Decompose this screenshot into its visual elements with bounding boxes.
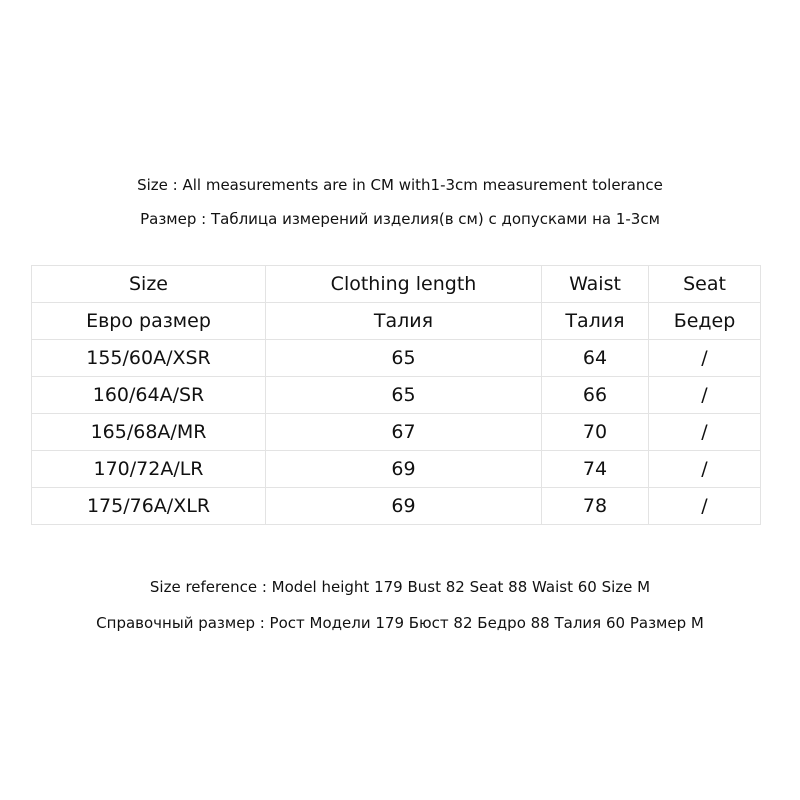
waist-cell: 74 <box>542 451 649 488</box>
clothing-length-cell: 69 <box>266 451 542 488</box>
table-header-row-en <box>32 266 761 303</box>
size-cell: 155/60A/XSR <box>32 340 266 377</box>
clothing-length-cell: 69 <box>266 488 542 525</box>
table-row <box>32 488 761 525</box>
header-cell-waist-ru: Талия <box>542 303 649 340</box>
seat-cell: / <box>649 488 761 525</box>
header-cell-clothing-length-ru: Талия <box>266 303 542 340</box>
waist-cell: 66 <box>542 377 649 414</box>
header-cell-size-ru: Евро размер <box>32 303 266 340</box>
size-reference-ru: Справочный размер : Рост Модели 179 Бюст 82 Бедро 88 Талия 60 Размер M <box>96 614 704 632</box>
size-cell: 175/76A/XLR <box>32 488 266 525</box>
header-cell-seat-ru: Бедер <box>649 303 761 340</box>
seat-cell: / <box>649 377 761 414</box>
waist-cell: 70 <box>542 414 649 451</box>
seat-cell: / <box>649 340 761 377</box>
measurement-note-en: Size : All measurements are in CM with1-3cm measurement tolerance <box>137 176 663 194</box>
header-cell-size: Size <box>32 266 266 303</box>
size-reference-en: Size reference : Model height 179 Bust 82 Seat 88 Waist 60 Size M <box>149 578 651 596</box>
table-row <box>32 451 761 488</box>
clothing-length-cell: 65 <box>266 377 542 414</box>
size-cell: 160/64A/SR <box>32 377 266 414</box>
table-row <box>32 340 761 377</box>
size-cell: 165/68A/MR <box>32 414 266 451</box>
size-cell: 170/72A/LR <box>32 451 266 488</box>
measurement-note-ru: Размер : Таблица измерений изделия(в см) с допусками на 1-3см <box>140 210 660 228</box>
clothing-length-cell: 65 <box>266 340 542 377</box>
header-cell-waist: Waist <box>542 266 649 303</box>
waist-cell: 64 <box>542 340 649 377</box>
size-table <box>31 265 761 525</box>
clothing-length-cell: 67 <box>266 414 542 451</box>
table-header-row-ru <box>32 303 761 340</box>
seat-cell: / <box>649 414 761 451</box>
waist-cell: 78 <box>542 488 649 525</box>
header-cell-clothing-length: Clothing length <box>266 266 542 303</box>
header-cell-seat: Seat <box>649 266 761 303</box>
seat-cell: / <box>649 451 761 488</box>
table-row <box>32 377 761 414</box>
table-row <box>32 414 761 451</box>
